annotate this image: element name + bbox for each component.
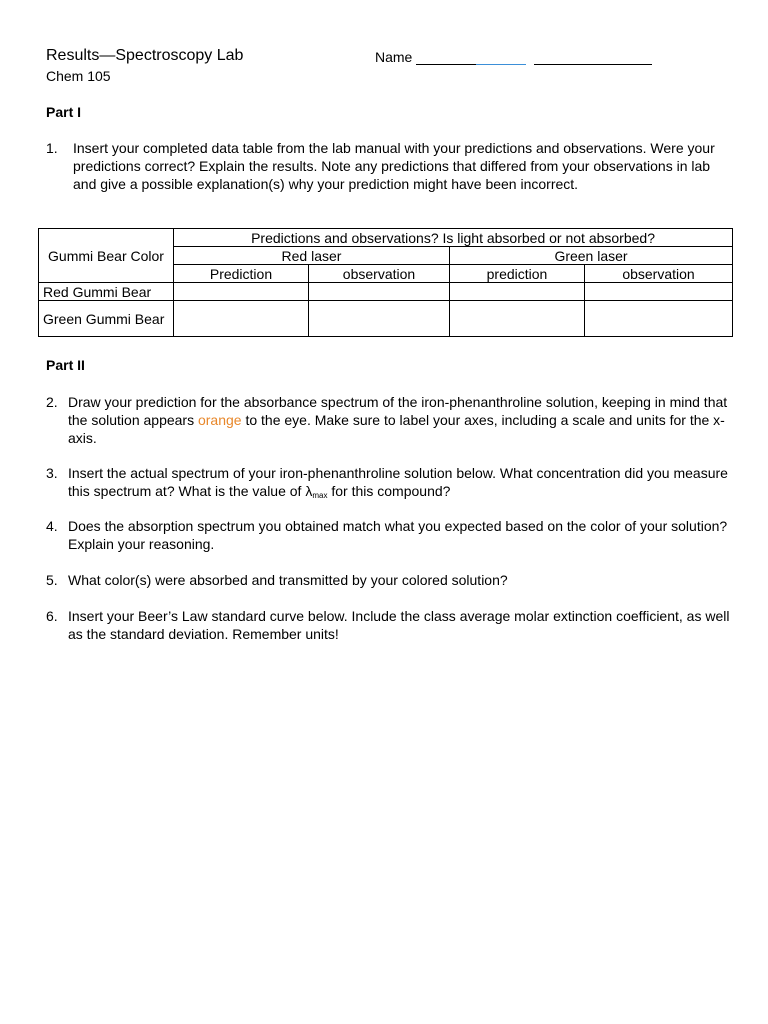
green-laser-header: Green laser (450, 247, 733, 265)
gummi-bear-data-table (38, 228, 733, 337)
name-blank-line-2 (534, 52, 652, 65)
table-cell[interactable] (174, 283, 309, 301)
question-number: 4. (46, 518, 58, 534)
table-cell[interactable] (585, 283, 733, 301)
name-label: Name (375, 49, 413, 65)
question-text: Insert your Beer’s Law standard curve below. Include the class average molar extinction coefficient, as well as the standard deviation. Remember units! (68, 608, 730, 642)
column-header: observation (585, 265, 733, 283)
question-number: 3. (46, 465, 58, 481)
column-header: observation (309, 265, 450, 283)
name-blank-line (416, 52, 526, 65)
question-1 (46, 139, 736, 193)
table-cell[interactable] (174, 301, 309, 337)
question-text (68, 393, 736, 447)
orange-highlight: orange (197, 412, 242, 428)
lambda-subscript: max (312, 491, 328, 500)
question-number: 2. (46, 394, 58, 410)
document-title: Results—Spectroscopy Lab (46, 47, 244, 64)
table-row (39, 283, 733, 301)
question-text: Insert your completed data table from the lab manual with your predictions and observations. Were your predictions correct? Explain the results. Note any predictions that differed from your observations in lab and give a possible explanation(s) why your prediction might have been incorrect. (73, 140, 715, 192)
name-field (375, 49, 652, 65)
question-number: 1. (46, 140, 58, 156)
column-header: prediction (450, 265, 585, 283)
question-3 (46, 464, 736, 505)
table-corner-header: Gummi Bear Color (39, 229, 174, 283)
question-4 (46, 517, 736, 553)
question-text-part: Draw your prediction for the absorbance spectrum of the iron-phenanthroline solution, keeping in mind that the solution appears (68, 394, 728, 428)
question-text: Does the absorption spectrum you obtained match what you expected based on the color of your solution? Explain your reasoning. (68, 518, 728, 552)
column-header: Prediction (174, 265, 309, 283)
question-5 (46, 571, 736, 589)
question-number: 6. (46, 608, 58, 624)
part-2-heading: Part II (46, 357, 85, 373)
course-code: Chem 105 (46, 68, 111, 84)
part-1-heading: Part I (46, 104, 82, 120)
red-laser-header: Red laser (174, 247, 450, 265)
question-2 (46, 393, 736, 447)
table-row (39, 301, 733, 337)
question-text (68, 464, 736, 505)
table-cell[interactable] (309, 283, 450, 301)
table-cell[interactable] (309, 301, 450, 337)
question-text-part: for this compound? (327, 483, 451, 499)
row-label: Red Gummi Bear (39, 283, 174, 301)
question-text: What color(s) were absorbed and transmitted by your colored solution? (68, 572, 508, 588)
question-6 (46, 607, 736, 643)
table-group-header: Predictions and observations? Is light absorbed or not absorbed? (174, 229, 733, 247)
table-cell[interactable] (585, 301, 733, 337)
table-cell[interactable] (450, 301, 585, 337)
question-text-part: to the eye. Make sure to label your axes, including a scale and units for the x-axis. (68, 412, 725, 446)
table-cell[interactable] (450, 283, 585, 301)
row-label: Green Gummi Bear (39, 301, 174, 337)
question-number: 5. (46, 572, 58, 588)
question-text-part: Insert the actual spectrum of your iron-phenanthroline solution below. What concentration did you measure this spectrum at? What is the value of λ (68, 465, 728, 499)
